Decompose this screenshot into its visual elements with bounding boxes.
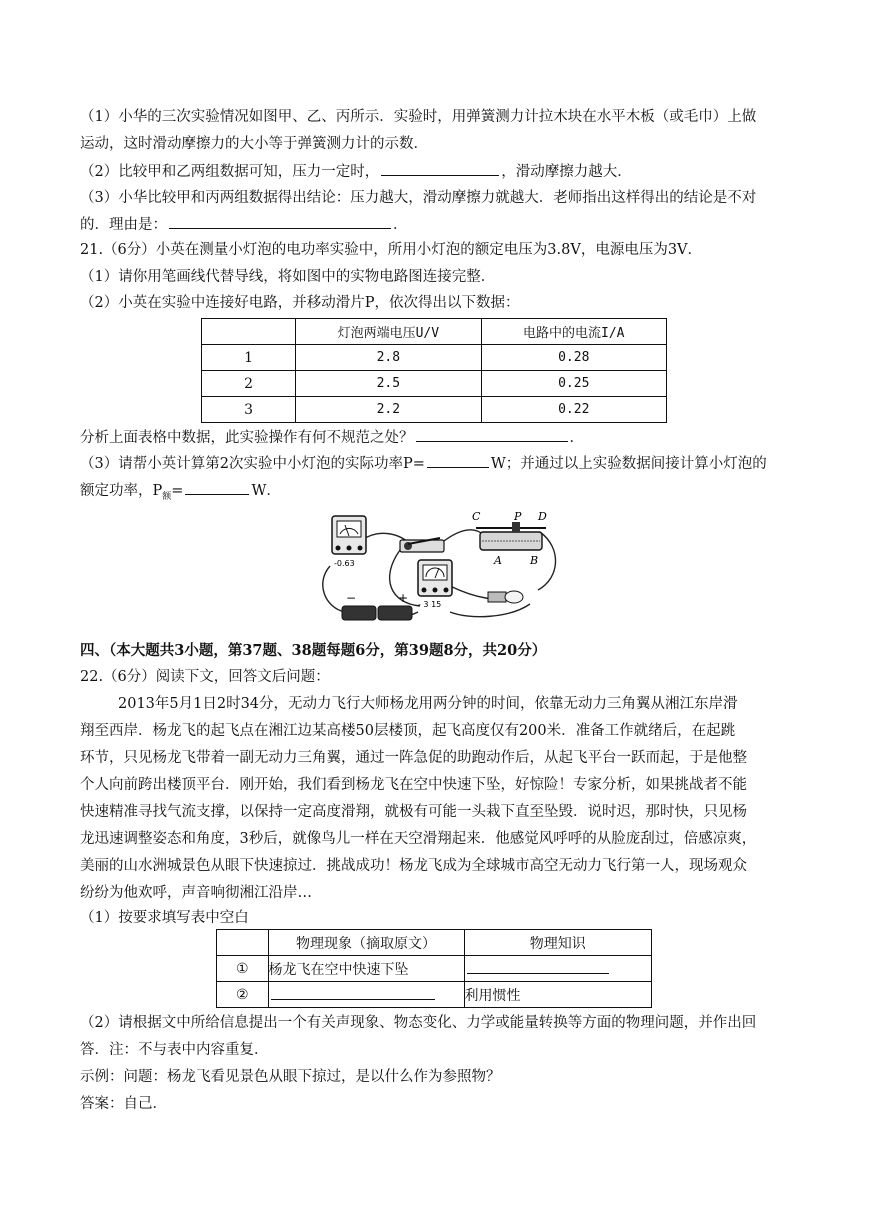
q22-title: 22.（6分）阅读下文，回答文后问题： (80, 669, 330, 685)
table-cell: 0.25 (481, 371, 666, 397)
table-cell: 2.5 (296, 371, 481, 397)
q21-part3-text-c: 额定功率，P (80, 483, 163, 499)
table-cell: 3 (202, 397, 296, 423)
wire (450, 604, 530, 617)
q21-analysis-text: 分析上面表格中数据，此实验操作有何不规范之处？ (80, 430, 414, 446)
q20-part2-text-a: （2）比较甲和乙两组数据可知，压力一定时， (80, 164, 380, 180)
table-cell: 1 (202, 345, 296, 371)
table-cell: 0.22 (481, 397, 666, 423)
q21-part3-text-a: （3）请帮小英计算第2次实验中小灯泡的实际功率P= (80, 456, 425, 472)
ammeter-icon (332, 516, 366, 568)
circuit-diagram (300, 508, 562, 626)
q21-analysis-answer-blank[interactable] (416, 427, 568, 442)
q21-part3-text-b: W；并通过以上实验数据间接计算小灯泡的 (490, 456, 767, 472)
rheostat-icon (472, 510, 547, 567)
q22-part2-line1: （2）请根据文中所给信息提出一个有关声现象、物态变化、力学或能量转换等方面的物理问题，并作出回 (80, 1015, 757, 1031)
wire (440, 530, 485, 544)
table-header-cell (202, 319, 296, 345)
table-cell: 2 (202, 371, 296, 397)
table-header-cell (217, 930, 269, 956)
table-header-cell: 物理知识 (464, 930, 651, 956)
q21-part2: （2）小英在实验中连接好电路，并移动滑片P，依次得出以下数据： (80, 295, 520, 311)
table-row (202, 397, 667, 423)
q22-paragraph-line: 美丽的山水洲城景色从眼下快速掠过．挑战成功！杨龙飞成为全球城市高空无动力飞行第一人，现场观众 (80, 858, 747, 874)
q20-part3-line2 (80, 214, 408, 235)
table-cell: 利用惯性 (464, 982, 651, 1008)
table-cell: ① (217, 956, 269, 982)
q22-paragraph-line: 快速精准寻找气流支撑，以保持一定高度滑翔，就极有可能一头栽下直至坠毁．说时迟，那时快，只见杨 (80, 804, 747, 820)
battery-plus: + (398, 591, 409, 605)
voltmeter-label: - 3 15 (418, 600, 442, 609)
q20-part3-line1: （3）小华比较甲和丙两组数据得出结论：压力越大，滑动摩擦力就越大．老师指出这样得出的结论是不对 (80, 190, 757, 206)
switch-icon (400, 538, 444, 552)
q22-paragraph-line: 龙迅速调整姿态和角度，3秒后，就像鸟儿一样在天空滑翔起来．他感觉风呼呼的从脸庞刮过，倍感凉爽， (80, 831, 757, 847)
label-d: D (538, 510, 547, 523)
knowledge-answer-blank[interactable] (467, 959, 609, 974)
section-4-heading: 四、（本大题共3小题，第37题、38题每题6分，第39题8分，共20分） (80, 642, 547, 659)
phenomenon-answer-blank[interactable] (271, 985, 435, 1000)
table-row (202, 345, 667, 371)
q20-part1-line1: （1）小华的三次实验情况如图甲、乙、丙所示．实验时，用弹簧测力计拉木块在水平木板（或毛巾）上做 (80, 109, 757, 125)
table-cell: 0.28 (481, 345, 666, 371)
label-c: C (472, 510, 481, 523)
table-row (202, 371, 667, 397)
table-header-cell: 电路中的电流I/A (481, 319, 666, 345)
q21-actual-power-blank[interactable] (427, 453, 489, 468)
ammeter-label: -0.63 (334, 559, 355, 568)
table-header-row (217, 930, 652, 956)
table-cell: ② (217, 982, 269, 1008)
q21-data-table (201, 318, 667, 423)
q22-answer: 答案：自己． (80, 1096, 167, 1112)
q20-part2 (80, 161, 632, 182)
table-cell (464, 956, 651, 982)
table-cell: 杨龙飞在空中快速下坠 (268, 956, 464, 982)
wire (323, 566, 345, 612)
table-cell: 2.8 (296, 345, 481, 371)
label-a: A (494, 554, 502, 567)
q21-part3-text-e: W． (251, 483, 281, 499)
q22-paragraph-line: 环节，只见杨龙飞带着一副无动力三角翼，通过一阵急促的助跑动作后，从起飞平台一跃而起，于是他整 (80, 750, 747, 766)
table-cell: 2.2 (296, 397, 481, 423)
q22-paragraph-line: 个人向前跨出楼顶平台．刚开始，我们看到杨龙飞在空中快速下坠，好惊险！专家分析，如果挑战者不能 (80, 777, 747, 793)
table-header-cell: 物理现象（摘取原文） (268, 930, 464, 956)
table-header-cell: 灯泡两端电压U/V (296, 319, 481, 345)
q21-part3-line1 (80, 453, 767, 474)
q21-rated-power-blank[interactable] (185, 480, 249, 495)
q22-part2-line2: 答．注：不与表中内容重复． (80, 1042, 269, 1058)
table-header-row (202, 319, 667, 345)
q20-part3-text-a: 的．理由是： (80, 217, 167, 233)
q21-part1: （1）请你用笔画线代替导线，将如图中的实物电路图连接完整． (80, 269, 496, 285)
q20-part2-text-b: ，滑动摩擦力越大． (501, 164, 632, 180)
label-p: P (514, 510, 522, 523)
q22-example: 示例：问题：杨龙飞看见景色从眼下掠过，是以什么作为参照物？ (80, 1069, 501, 1085)
voltmeter-icon (418, 560, 452, 609)
q22-paragraph-line: 2013年5月1日2时34分，无动力飞行大师杨龙用两分钟的时间，依靠无动力三角翼从湘江东岸滑 (118, 696, 738, 712)
label-b: B (530, 554, 539, 567)
q20-part3-text-b: ． (393, 217, 408, 233)
q20-part1-line2: 运动，这时滑动摩擦力的大小等于弹簧测力计的示数． (80, 136, 428, 152)
q21-part3-equals: = (171, 483, 184, 499)
bulb-icon (488, 591, 523, 603)
table-cell (268, 982, 464, 1008)
rated-subscript: 额 (162, 491, 172, 502)
q20-part2-answer-blank[interactable] (381, 161, 499, 176)
q21-part3-line2 (80, 480, 281, 507)
q21-analysis-end: ． (569, 430, 584, 446)
q21-analysis (80, 427, 584, 448)
battery-icon (342, 591, 412, 620)
q22-part1: （1）按要求填写表中空白 (80, 910, 249, 926)
table-row (217, 956, 652, 982)
q22-fill-table (216, 929, 652, 1008)
table-row (217, 982, 652, 1008)
battery-minus: − (346, 591, 357, 605)
q22-paragraph-line: 纷纷为他欢呼，声音响彻湘江沿岸… (80, 885, 312, 901)
q20-part3-answer-blank[interactable] (169, 214, 391, 229)
q21-title: 21.（6分）小英在测量小灯泡的电功率实验中，所用小灯泡的额定电压为3.8V，电源电压为3V． (80, 242, 703, 258)
q22-paragraph-line: 翔至西岸．杨龙飞的起飞点在湘江边某高楼50层楼顶，起飞高度仅有200米．准备工作就绪后，在起跳 (80, 723, 736, 739)
